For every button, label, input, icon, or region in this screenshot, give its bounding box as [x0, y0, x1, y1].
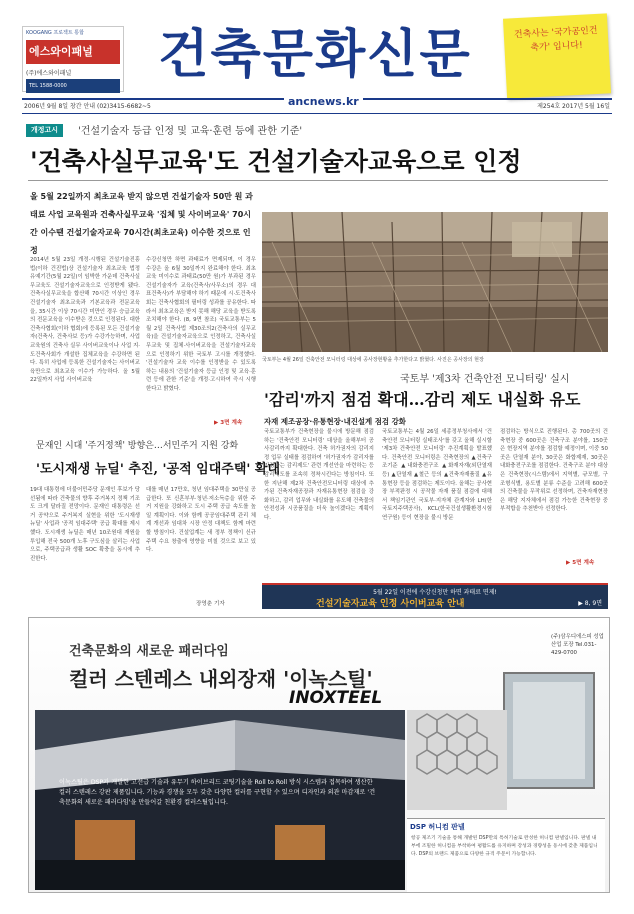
section-tag: 개정고시	[26, 124, 63, 137]
lead-column-1: 2014년 5월 23일 개정·시행된 건설기술진흥법(이하 건진법)상 건설기술자 최초교육 법정 유예기간(5월 22일)이 임박한 가운데 건축사실무교육도 건설기술자교육으로 인정받게 됐다. 건축사실무교육을 합산해 70시간 이상인 경우 건설기술자 최초교육과 기본교육과 전문교육을, 35시간 이상 70시간 미만인 경우 승급교육의 전문교육을 이수받은 것으로 인정된다. 대한건축사협회(이하 협회)에 등록된 모든 건설기술자(건축사, 건축사보 등)가 수강가능하며, 사업 교육원의 건축사 실무 사이버교육이나 사업 지·도건축사회가 개설한 집체교육을 수강하면 된다. 특히 사업에 등록한 건설기술자는 사이버교육만으로 최초교육 이수가 가능하다. 올 5월 22일까지 사업 사이버교육	[30, 257, 140, 384]
education-banner[interactable]	[262, 583, 608, 609]
ad-company: (주)에스와이패널	[26, 70, 72, 77]
story2-kicker: 국토부 '제3차 건축안전 모니터링' 실시	[400, 374, 570, 385]
story2-continued[interactable]: ▶ 5면 계속	[566, 560, 595, 566]
construction-photo	[262, 212, 608, 352]
ad-brand: 에스와이패널	[26, 40, 120, 64]
ad-caption: 이녹스틸은 DSP가 개발한 고선급 기술과 유무기 하이브리드 코팅기술을 Roll to Roll 방식 시스템과 접목하여 생산한 컬러 스텐레스 강판 제품입니다. 기능과 경쟁을 모두 갖춘 다양한 컬러를 구현할 수 있으며 디자인과 외관 마감재로 '건축문화의 새로운 패러다임'을 만들어갈 친환경 컬러스틸입니다.	[59, 779, 376, 806]
lead-continued[interactable]: ▶ 3면 계속	[214, 420, 243, 426]
story3-byline: 장영춘 기자	[196, 601, 225, 607]
story3-kicker: 문재인 시대 '주거정책' 방향은…서민주거 지원 강화	[36, 441, 239, 451]
banner-pages: ▶ 8, 9면	[578, 600, 602, 607]
story2-column-1: 국토교통부가 건축현장을 불시에 방문해 점검하는 '건축안전 모니터링' 대상을 올해부터 공사감리까지 확대한다. 건축 허가권자의 감리지정 업무 실태를 점검하여 '허가권자가 감리자를 지정하는 감리제도' 관련 개선안을 마련하는 등 감리제도를 조속히 정착시킨다는 방침이다. 또한 지난해 제2차 건축안전모니터링 대상에 추가된 건축자재공장과 자재유통현장 점검을 강화하고, 감리 업무와 내실화를 유도해 건축물의 안전성과 시공품질을 더욱 높이겠다는 계획이다.	[264, 429, 374, 521]
lead-column-2: 수강신청만 하면 과태료가 면제되며, 이 경우 수강은 올 6월 30일까지 완료해야 한다. 최초교육 미이수로 과태료(50만 원)가 부과된 경우 건설기술자가 교육(건축사/사무소)의 경우 대표건축사)가 부담해야 하기 때문에 시·도건축사회는 건축사협회의 필터링 성과를 공유한다. 따라서 최초교육은 받지 못해 해당 교육을 받도록 조치해야 한다. (8, 9면 참조) 국토교통부는 5월 2일 건축사법 제30조의2(건축사의 실무교육)을 건설기술자교육으로 인정하고, 건축사실무교육 및 집체·사이버교육을 건설기술자교육으로 인정하기 위한 국토부 고시를 개정했다. '건설기술자 교육 이수를 인정받을 수 있도록 하는 내용의 '건설기술자 등급 인정 및 교육·훈련 등에 관한 기준'을 개정·고시하여 즉시 시행한다고 밝혔다.	[146, 257, 256, 392]
construction-site-image	[262, 212, 608, 352]
ad-headline: 컬러 스텐레스 내외장재 '이녹스틸'	[69, 667, 373, 691]
dateline-left: 2006년 9월 8일 창간 안내 (02)3415-6682~5	[24, 103, 151, 110]
story2-lede: 자재 제조공장·유통현장·내진설계 점검 강화	[264, 417, 406, 426]
honeycomb-text: 항공 제조기 기술을 통해 개발된 DSP만의 특허기술로 완성한 허니컴 판넬입니다. 판넬 내부에 조밀한 허니컴을 부착하여 평활도를 유지하며 강성과 경량성을 동시에 갖춘 제품입니다. DSP의 브랜드 제품으로 다양한 규격 주문이 가능합니다.	[411, 836, 598, 857]
inoxteel-ad[interactable]	[28, 617, 610, 893]
ad-top-text: KOOGANG 프로젝트 통합	[26, 30, 84, 36]
inoxteel-logo: INOXTEEL	[289, 688, 383, 708]
dateline-right: 제254호 2017년 5월 16일	[537, 103, 610, 110]
lead-kicker: '건설기술자 등급 인정 및 교육·훈련 등에 관한 기준'	[78, 126, 303, 137]
story2-column-2: 국토교통부는 4월 26일 세종정부청사에서 '건축안전 모니터링 실태조사'를 갖고 올해 실시할 '제3차 건축안전 모니터링' 추진계획을 발표했다. 건축안전 모니터링은 건축현장의 ▲건축구조기준 ▲내화충전구조 ▲화재자재(외단열재 등) ▲단열재 ▲철근 등의 ▲건축자재품질 ▲유통현장 등을 점검하는 제도이다. 올해는 공사현장 부적판정 시 공작물 자재 품질 점검에 대해서 책임기관인 국토부·지자체 관계자와 LH(한국토지주택공사), KCL(한국건설생활환경시험연구원) 등이 현장을 불시 방문	[382, 429, 492, 521]
ad-phone: TEL 1588-0000	[26, 79, 120, 93]
dateline	[22, 95, 612, 114]
banner-line-1: 5월 22일 이전에 수강신청만 하면 과태료 면제!	[373, 589, 497, 596]
story3-headline[interactable]: '도시재생 뉴딜' 추진, '공적 임대주택' 확대	[36, 462, 281, 477]
lead-headline[interactable]: '건축사실무교육'도 건설기술자교육으로 인정	[30, 147, 522, 176]
lead-subhead: 올 5월 22일까지 최초교육 받지 않으면 건설기술자 50만 원 과태료 사업 교육원과 건축사실무교육 '집체 및 사이버교육' 70시간 이수땐 건설기술자교육 70시간(최초교육) 이수한 것으로 인정	[30, 192, 253, 255]
story2-headline[interactable]: '감리'까지 점검 확대…감리 제도 내실화 유도	[264, 390, 581, 409]
honeycomb-panel-box	[407, 818, 605, 892]
honeycomb-image	[407, 710, 507, 810]
ad-company: (주)삼우디에스피 성업산업 포장 Tel.031-429-0700	[551, 634, 604, 656]
photo-caption: 국토부는 4월 26일 건축안전 모니터링 대상에 공사장현황을 추가한다고 밝혔다. 사진은 공사장의 현장	[262, 357, 484, 363]
sticky-note: 건축사는 '국가공인건축가' 입니다!	[503, 13, 611, 98]
panel-product-image	[499, 668, 599, 798]
ad-eyebrow: 건축문화의 새로운 패러다임	[69, 644, 229, 659]
masthead-ad[interactable]	[22, 26, 124, 92]
story3-column-2: 대를 매년 17만호, 청년 임대주택을 30만실 공급한다. 또 신혼부부·청년·저소득층을 위한 주거 지원을 강화하고 도시 주택 공급 속도를 높일 계획이다. 이와 함께 공공임대주택 관리 체계 개선과 임대차 시장 안정 대책도 함께 마련할 방침이다. 건설업계는 새 정부 정책이 신규 주택 수요 창출에 영향을 미칠 것으로 보고 있다.	[146, 487, 256, 554]
banner-line-2: 건설기술자교육 인정 사이버교육 안내	[316, 599, 465, 609]
story2-column-3: 점검하는 방식으로 진행된다. 총 700곳의 건축현장 중 600곳은 건축구조 분야를, 150곳은 현장지역 분야를 점검할 예정이며, 이중 50곳은 단열재 분야, 30곳은 화합제재, 30곳은 내화충전구조를 점검한다. 건축구조 분야 대상은 건축현장(시스템)에서 지역별, 규모별, 구조형식별, 용도별 분류 수준을 고려해 600곳의 건축물을 무작위로 선정하며, 건축자재현장은 해당 지자체에서 점검 가능한 건축현장 중 부적합을 추천받아 선정한다.	[500, 429, 608, 513]
honeycomb-title: DSP 허니컴 판넬	[410, 823, 465, 831]
website-link[interactable]: ancnews.kr	[284, 95, 363, 108]
newspaper-title: 건축문화신문	[158, 25, 472, 85]
story3-column-1: 19대 대통령에 더불어민주당 문재인 후보가 당선됨에 따라 건축물의 향후 주거복지 정책 기조도 크게 달라질 전망이다. 문재인 대통령은 선거 공약으로 주거복지 실현을 위한 '도시재생 뉴딜' 사업과 '공적 임대주택' 공급 확대를 제시했다. 도시재생 뉴딜은 매년 10조원대 재원을 투입해 전국 500개 노후 구도심을 살리는 사업으로, 주택공급과 생활 SOC 확충을 동시에 추진한다.	[30, 487, 140, 562]
divider	[28, 180, 608, 181]
